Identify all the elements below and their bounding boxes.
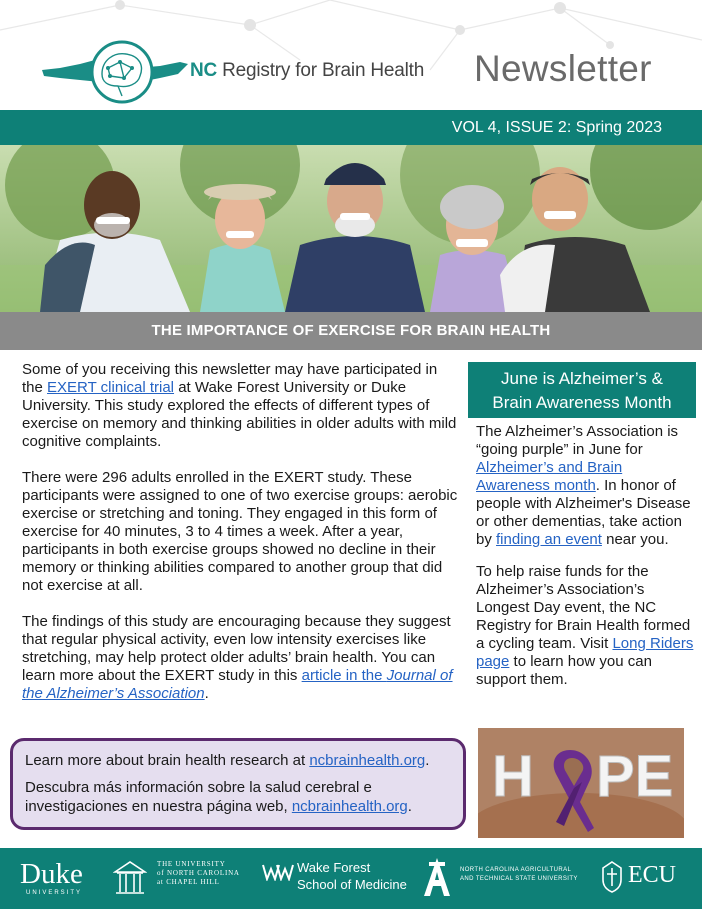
ecu-logo: ECU <box>628 862 676 888</box>
newsletter-header <box>0 0 702 110</box>
long-riders-link[interactable]: Long Riders page <box>476 635 694 670</box>
registry-title-rest: Registry for Brain Health <box>222 60 425 81</box>
duke-logo-subtitle: UNIVERSITY <box>26 890 83 896</box>
article-title: THE IMPORTANCE OF EXERCISE FOR BRAIN HEALTH <box>151 322 551 339</box>
sidebar-p1-text-a: The Alzheimer’s Association is “going purple” in June for <box>476 423 679 458</box>
unc-line-2: of NORTH CAROLINA <box>157 869 240 877</box>
hope-ribbon-image <box>478 728 684 838</box>
hope-purple-ribbon-photo <box>478 728 684 838</box>
unc-line-1: THE UNIVERSITY <box>157 860 226 868</box>
callout-es-text-b: . <box>407 798 412 815</box>
sidebar-p1-text-b: . In honor of people with Alzheimer's Disease or other dementias, take action by <box>476 477 691 548</box>
article-body <box>22 361 462 721</box>
duke-logo: Duke <box>20 858 83 890</box>
article-paragraph-1 <box>22 361 462 451</box>
nc-at-line-2: AND TECHNICAL STATE UNIVERSITY <box>460 876 578 882</box>
callout-spanish <box>25 778 451 816</box>
article-banner <box>0 312 702 350</box>
exert-trial-link[interactable]: EXERT clinical trial <box>47 379 175 396</box>
article-p1-text-b: at Wake Forest University or Duke University. This study explored the effects of different types of exercise on memory and thinking abilities in older adults with mild cognitive complaints. <box>22 379 457 450</box>
wake-forest-name: Wake Forest <box>297 860 371 875</box>
journal-link-name: Journal of the Alzheimer’s Association <box>22 667 453 702</box>
journal-link-text: article in the <box>301 667 387 684</box>
unc-old-well-icon <box>113 860 147 896</box>
callout-es-text-a: Descubra más información sobre la salud cerebral e investigaciones en nuestra página web, <box>25 779 372 815</box>
article-p3-text-a: The findings of this study are encouraging because they suggest that regular physical activity, even low intensity exercises like stretching, may help protect older adults’ brain health. You can learn more about the EXERT study in this <box>22 613 451 684</box>
issue-bar <box>0 110 702 145</box>
partner-logos-footer <box>0 848 702 909</box>
registry-title <box>190 60 424 82</box>
sidebar-p2-text-b: to learn how you can support them. <box>476 653 652 688</box>
sidebar-body <box>476 423 696 703</box>
sidebar-paragraph-1 <box>476 423 696 549</box>
ncbrainhealth-link-es[interactable]: ncbrainhealth.org <box>291 798 408 815</box>
wake-forest-wf-icon <box>262 863 294 881</box>
nc-state-brain-logo <box>40 40 190 105</box>
article-paragraph-2: There were 296 adults enrolled in the EXERT study. These participants were assigned to one of two exercise groups: aerobic exercise or stretching and toning. They engaged in this form of exercise for 40 minutes, 3 to 4 times a week. After a year, participants in both exercise groups showed no decline in their memory or thinking abilities compared to another group that did not exercise at all. <box>22 469 458 594</box>
hope-letters-pe: PE <box>596 744 674 809</box>
nc-at-aggie-icon <box>420 856 454 900</box>
callout-en-text-a: Learn more about brain health research at <box>25 752 310 769</box>
hope-letter-h: H <box>492 744 534 809</box>
sidebar-heading-line-2: Brain Awareness Month <box>492 393 672 412</box>
brain-awareness-month-link[interactable]: Alzheimer’s and Brain Awareness month <box>476 459 623 494</box>
find-event-link[interactable]: finding an event <box>496 531 602 548</box>
callout-en-text-b: . <box>425 752 430 769</box>
newsletter-title: Newsletter <box>474 48 652 89</box>
registry-title-nc: NC <box>190 60 218 81</box>
article-p3-text-b: . <box>204 685 209 702</box>
brain-health-callout <box>10 738 466 830</box>
nc-at-logo-text <box>460 866 578 884</box>
sidebar-p2-text-a: To help raise funds for the Alzheimer’s Association’s Longest Day event, the NC Registry for Brain Health formed a cycling team. Visit <box>476 563 691 652</box>
sidebar-heading <box>468 362 696 418</box>
ncbrainhealth-link[interactable]: ncbrainhealth.org <box>309 752 426 769</box>
issue-label: VOL 4, ISSUE 2: Spring 2023 <box>451 119 662 136</box>
article-p1-text-a: Some of you receiving this newsletter may have participated in the <box>22 361 438 396</box>
article-paragraph-3 <box>22 613 462 703</box>
sidebar-p1-text-c: near you. <box>601 531 669 548</box>
older-adults-exercising-photo <box>0 145 702 312</box>
wake-forest-school: School of Medicine <box>297 877 407 892</box>
sidebar-paragraph-2 <box>476 563 696 689</box>
unc-logo-text <box>157 860 240 887</box>
nc-at-line-1: NORTH CAROLINA AGRICULTURAL <box>460 867 572 873</box>
sidebar-heading-line-1: June is Alzheimer’s & <box>501 369 663 388</box>
hero-photo <box>0 145 702 312</box>
ecu-crest-icon <box>599 860 625 894</box>
callout-english <box>25 751 451 770</box>
unc-line-3: at CHAPEL HILL <box>157 878 220 886</box>
